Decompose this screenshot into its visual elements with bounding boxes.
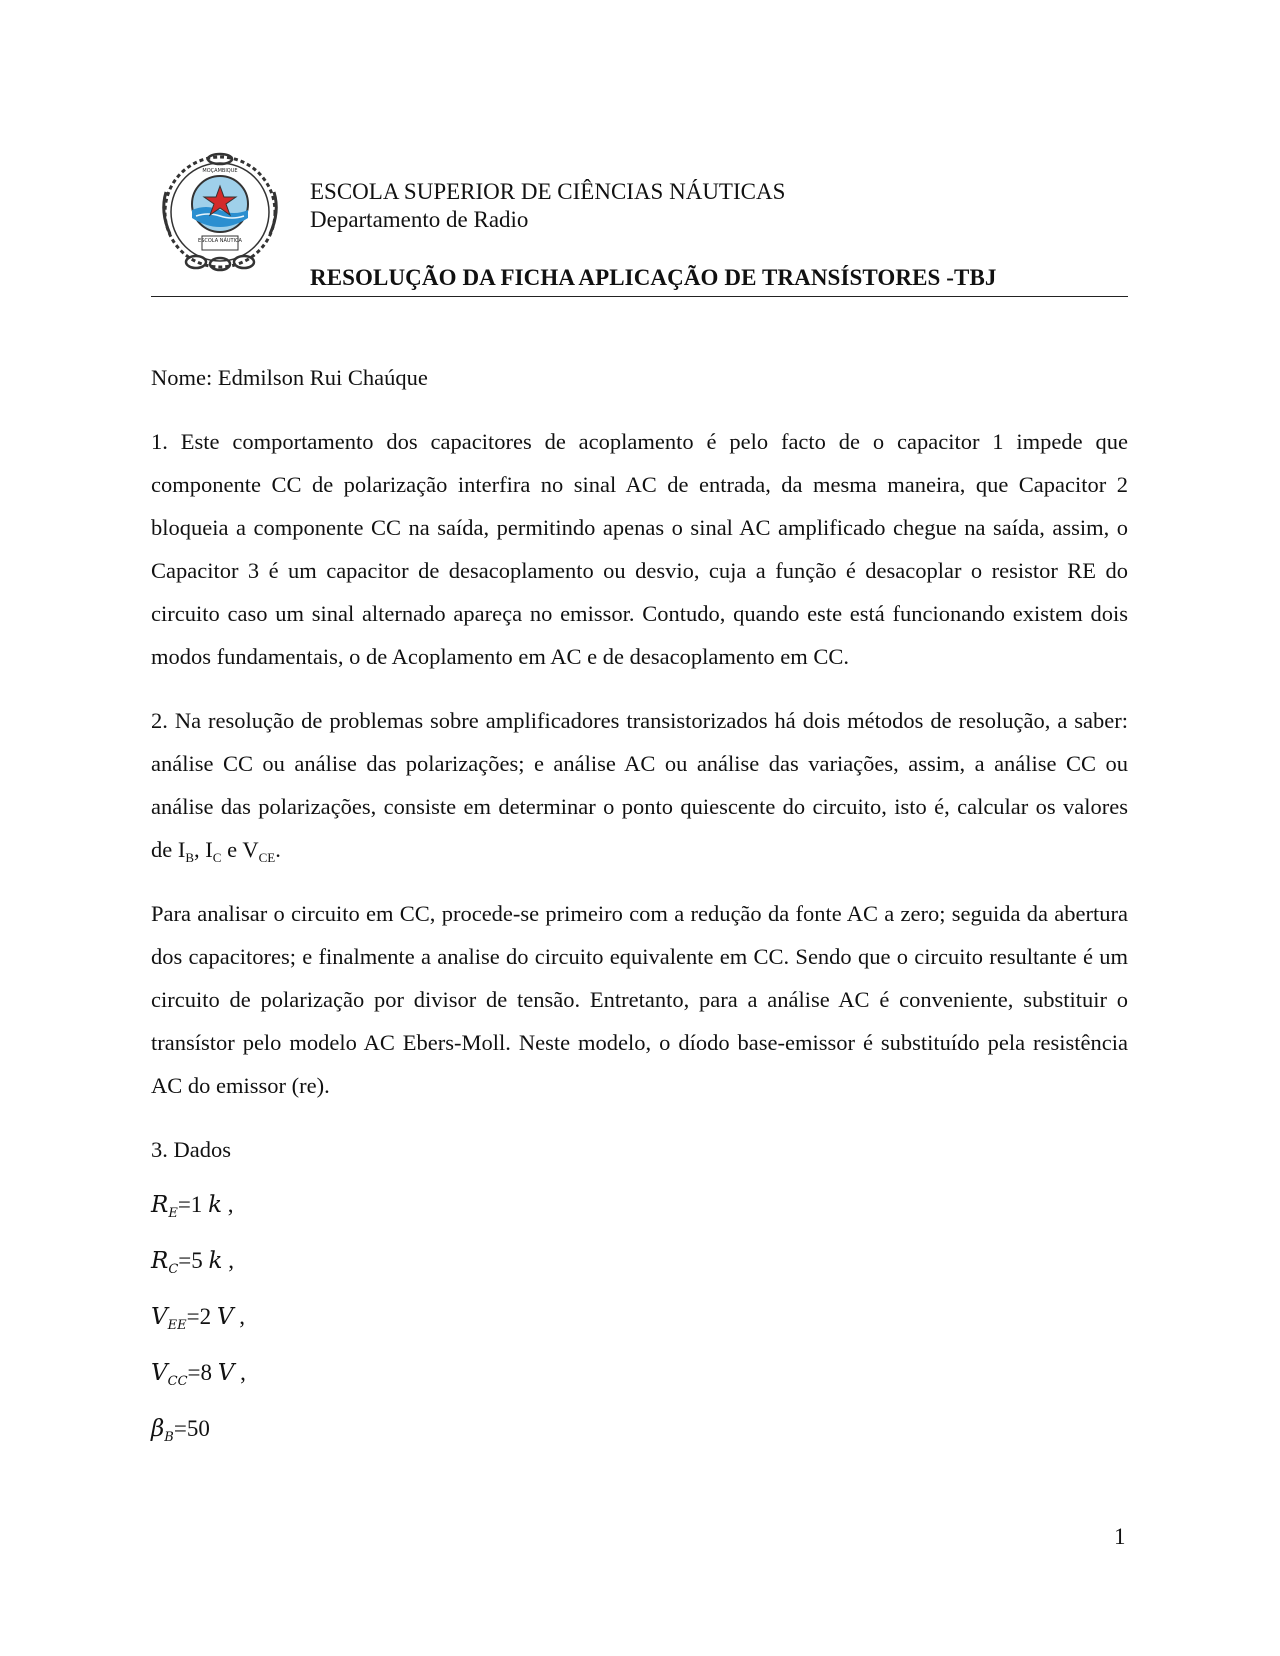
answer-3-heading: 3. Dados [151,1137,231,1162]
document-body [151,356,1128,1457]
school-logo [158,152,282,276]
document-title: RESOLUÇÃO DA FICHA APLICAÇÃO DE TRANSÍSTORES -TBJ [310,265,997,290]
department-name: Departamento de Radio [310,207,529,232]
given-vcc: $V_{CC}=8$ V , [151,1360,246,1389]
given-re: $R_E=1$ k , [151,1192,234,1221]
student-name: Nome: Edmilson Rui Chaúque [151,365,428,390]
answer-2-continued: Para analisar o circuito em CC, procede-se primeiro com a redução da fonte AC a zero; seguida da abertura dos capacitores; e finalmente a analise do circuito equivalente em CC. Sendo que o circuito resultante é um circuito de polarização por divisor de tensão. Entretanto, para a análise AC é conveniente, substituir o transístor pelo modelo AC Ebers-Moll. Neste modelo, o díodo base-emissor é substituído pela resistência AC do emissor (re). [151,901,1128,1098]
given-vee: $V_{EE}=2$ V , [151,1304,245,1333]
school-name: ESCOLA SUPERIOR DE CIÊNCIAS NÁUTICAS [310,179,786,204]
page-number: 1 [1114,1524,1126,1549]
answer-1: 1. Este comportamento dos capacitores de acoplamento é pelo facto de o capacitor 1 impede que componente CC de polarização interfira no sinal AC de entrada, da mesma maneira, que Capacitor 2 bloqueia a componente CC na saída, permitindo apenas o sinal AC amplificado chegue na saída, assim, o Capacitor 3 é um capacitor de desacoplamento ou desvio, cuja a função é desacoplar o resistor RE do circuito caso um sinal alternado apareça no emissor. Contudo, quando este está funcionando existem dois modos fundamentais, o de Acoplamento em AC e de desacoplamento em CC. [151,429,1128,669]
given-beta: $\beta_B=50$ [151,1416,210,1445]
svg-text:MOÇAMBIQUE: MOÇAMBIQUE [202,168,238,174]
given-rc: $R_C=5$ k , [151,1248,234,1277]
answer-2: 2. Na resolução de problemas sobre amplificadores transistorizados há dois métodos de resolução, a saber: análise CC ou análise das polarizações; e análise AC ou análise das variações, assim, a análise CC ou análise das polarizações, consiste em determinar o ponto quiescente do circuito, isto é, calcular os valores de $I_B$, $I_C$ e $V_{CE}$. [151,708,1128,865]
header-institution [310,178,785,234]
svg-text:ESCOLA NÁUTICA: ESCOLA NÁUTICA [198,238,242,244]
header-divider [151,296,1128,297]
